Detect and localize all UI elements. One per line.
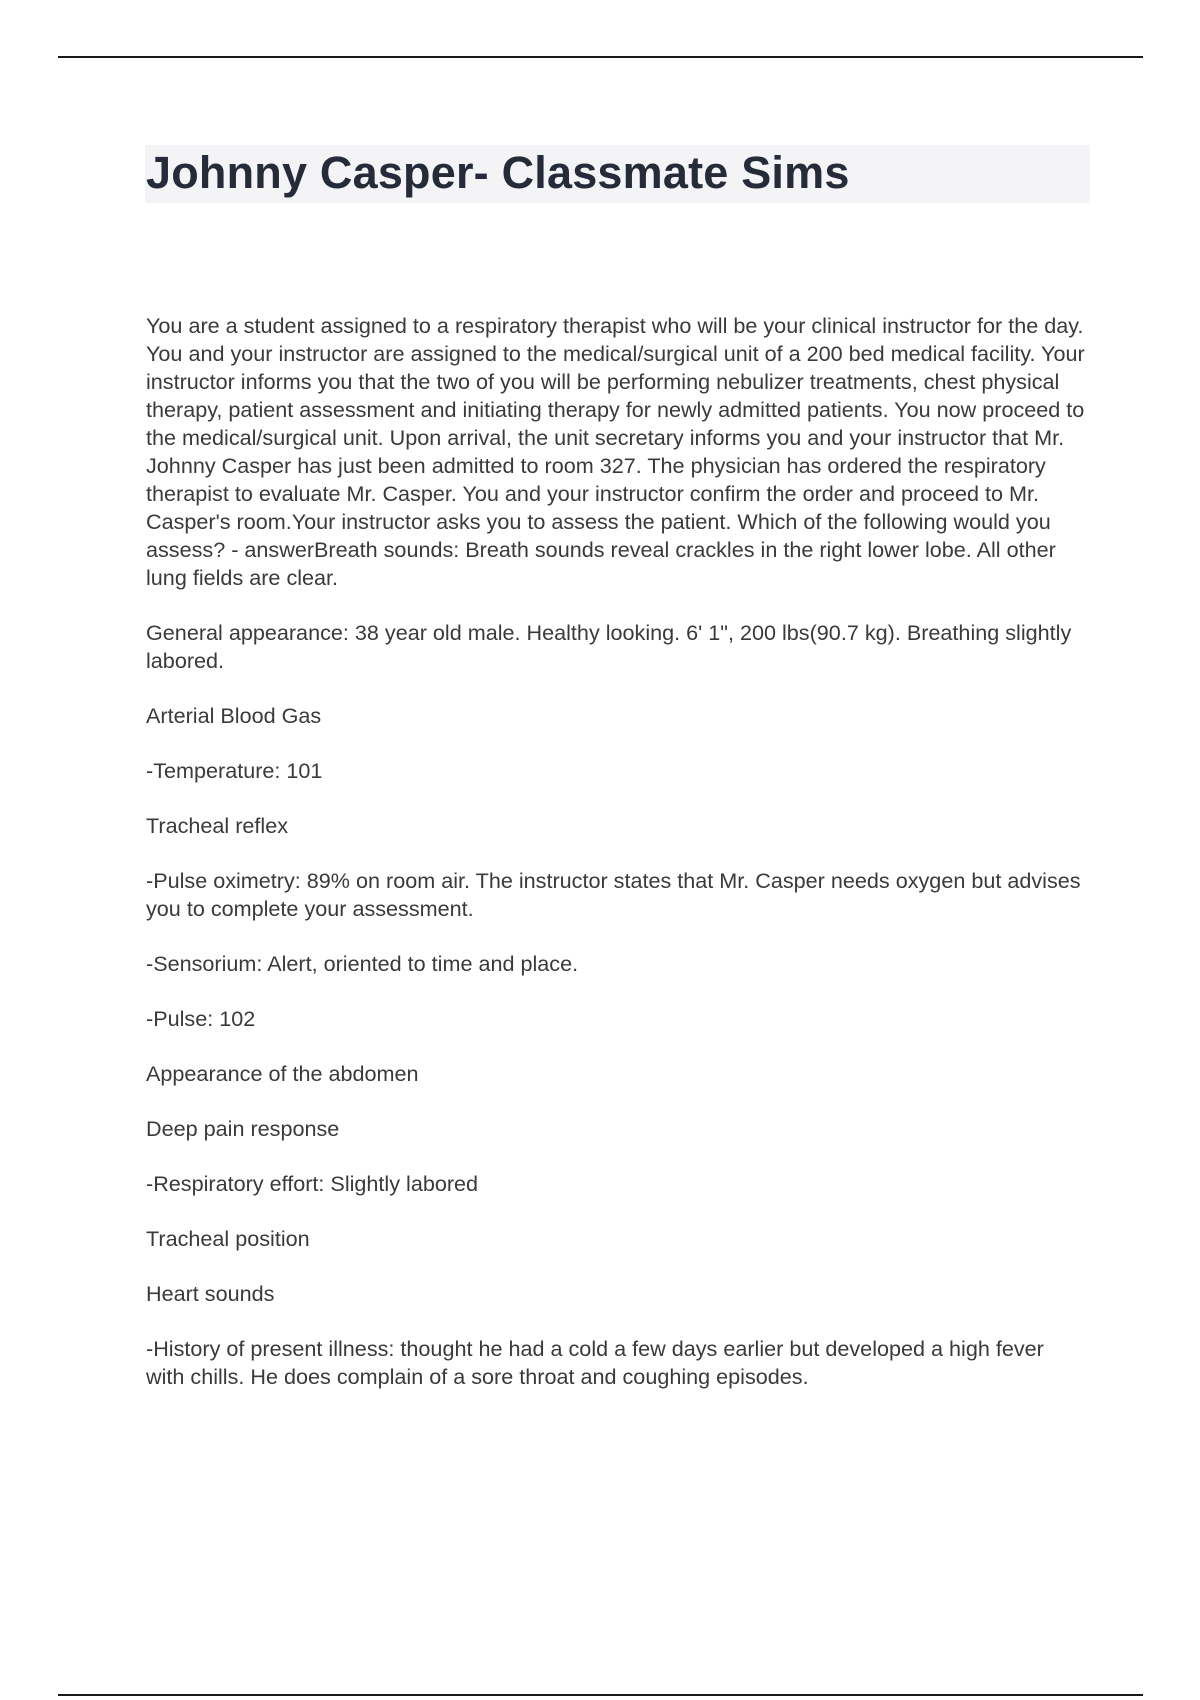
top-divider (58, 56, 1143, 58)
list-item: -Temperature: 101 (146, 758, 323, 783)
page-title: Johnny Casper- Classmate Sims (146, 147, 850, 198)
general-appearance-paragraph: General appearance: 38 year old male. Healthy looking. 6' 1", 200 lbs(90.7 kg). Breathing slightly labored. (146, 620, 1072, 673)
list-item: Deep pain response (146, 1116, 340, 1141)
list-item: -Pulse oximetry: 89% on room air. The instructor states that Mr. Casper needs oxygen but advises you to complete your assessment. (146, 868, 1081, 921)
list-item: Arterial Blood Gas (146, 703, 322, 728)
list-item: -Respiratory effort: Slightly labored (146, 1171, 479, 1196)
intro-paragraph: You are a student assigned to a respiratory therapist who will be your clinical instructor for the day. You and your instructor are assigned to the medical/surgical unit of a 200 bed medical facility. Your instructor informs you that the two of you will be performing nebulizer treatments, chest physical therapy, patient assessment and initiating therapy for newly admitted patients. You now proceed to the medical/surgical unit. Upon arrival, the unit secretary informs you and your instructor that Mr. Johnny Casper has just been admitted to room 327. The physician has ordered the respiratory therapist to evaluate Mr. Casper. You and your instructor confirm the order and proceed to Mr. Casper's room.Your instructor asks you to assess the patient. Which of the following would you assess? - answerBreath sounds: Breath sounds reveal crackles in the right lower lobe. All other lung fields are clear. (146, 313, 1085, 590)
list-item: Heart sounds (146, 1281, 275, 1306)
list-item: Tracheal position (146, 1226, 310, 1251)
bottom-divider (58, 1694, 1143, 1696)
list-item: Appearance of the abdomen (146, 1061, 419, 1086)
list-item: Tracheal reflex (146, 813, 289, 838)
list-item: -Sensorium: Alert, oriented to time and place. (146, 951, 579, 976)
list-item: -Pulse: 102 (146, 1006, 256, 1031)
document-body (146, 312, 1086, 1418)
history-paragraph: -History of present illness: thought he had a cold a few days earlier but developed a high fever with chills. He does complain of a sore throat and coughing episodes. (146, 1336, 1044, 1389)
